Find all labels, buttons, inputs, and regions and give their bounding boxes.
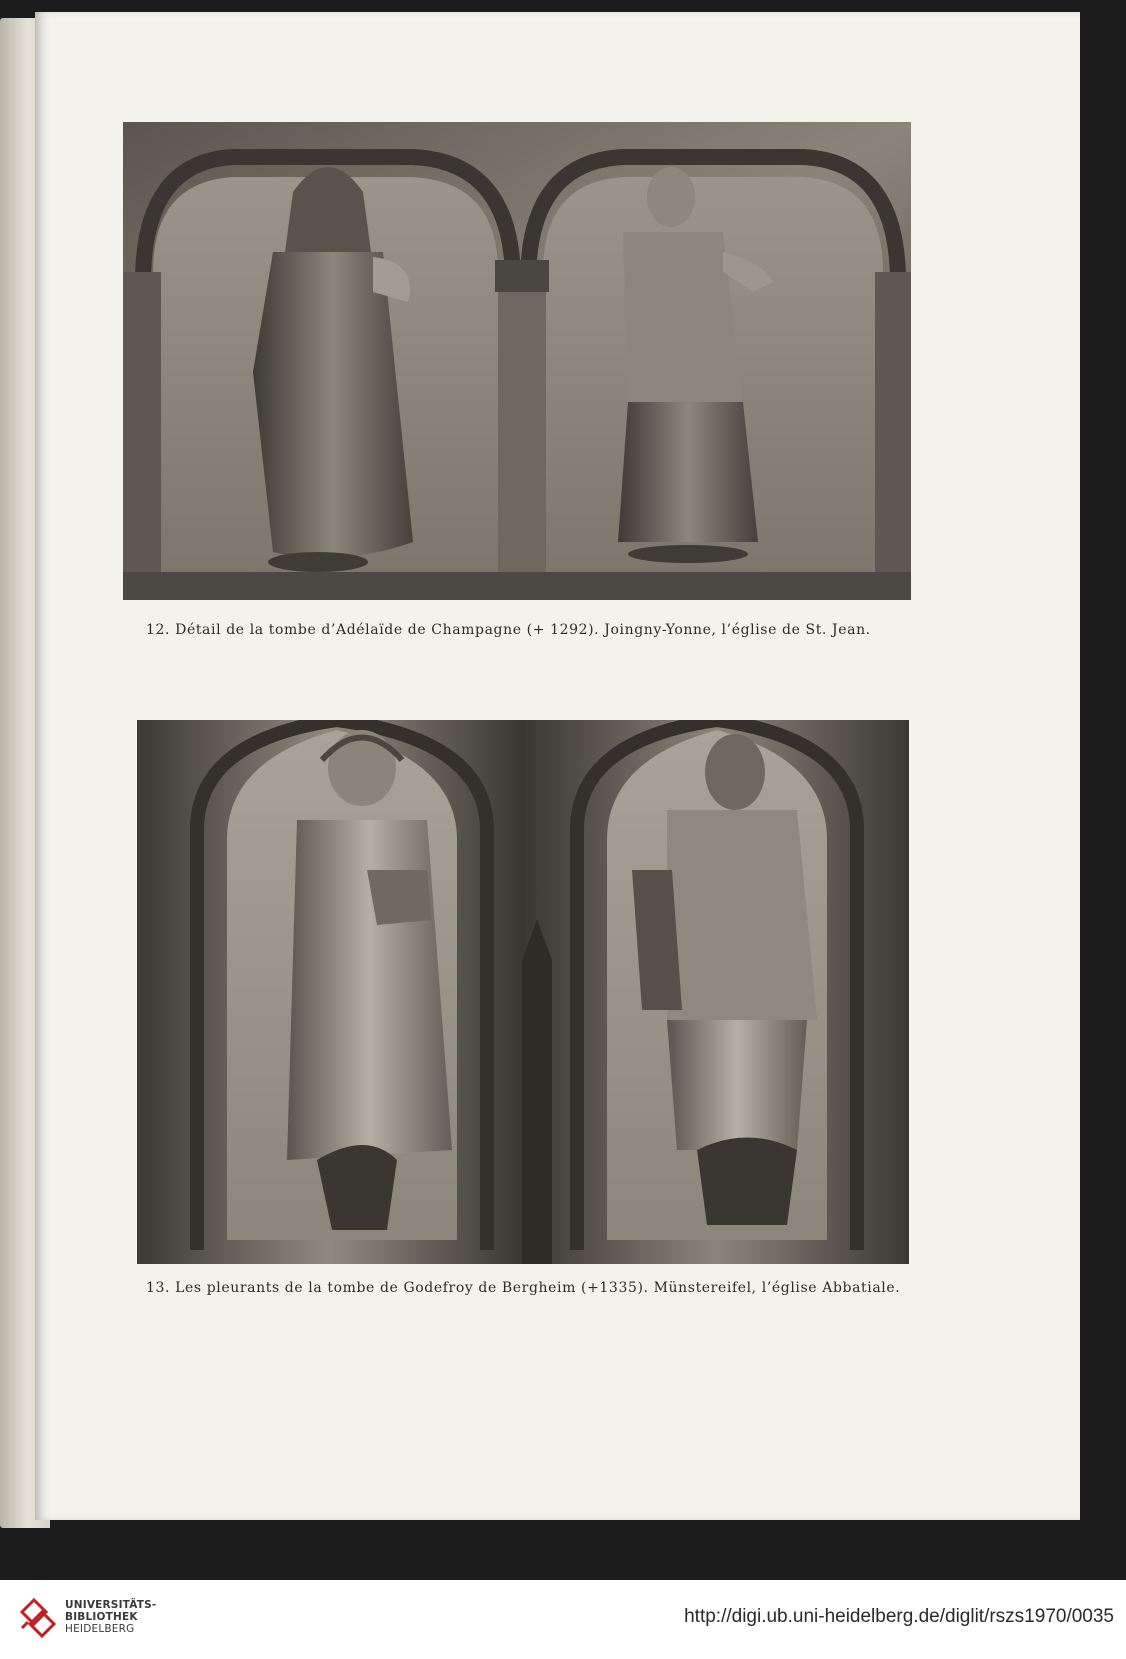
logo-line-3: HEIDELBERG bbox=[65, 1623, 135, 1635]
book-page bbox=[35, 12, 1080, 1520]
figure-13-image bbox=[137, 720, 909, 1264]
figure-12-caption: 12. Détail de la tombe d’Adélaïde de Champagne (+ 1292). Joingny-Yonne, l’église de St. Jean. bbox=[146, 622, 871, 638]
logo-line-1: UNIVERSITÄTS- bbox=[65, 1599, 157, 1611]
figure-13-caption: 13. Les pleurants de la tombe de Godefroy de Bergheim (+1335). Münstereifel, l’église Abbatiale. bbox=[146, 1280, 901, 1296]
figure-12-photo bbox=[123, 122, 911, 600]
figure-12-image bbox=[123, 122, 911, 600]
logo-line-2: BIBLIOTHEK bbox=[65, 1611, 138, 1623]
library-logo-text bbox=[65, 1599, 156, 1635]
library-logo-icon bbox=[18, 1592, 58, 1644]
source-url-link[interactable]: http://digi.ub.uni-heidelberg.de/diglit/rszs1970/0035 bbox=[684, 1606, 1114, 1627]
figure-13-photo bbox=[137, 720, 909, 1264]
